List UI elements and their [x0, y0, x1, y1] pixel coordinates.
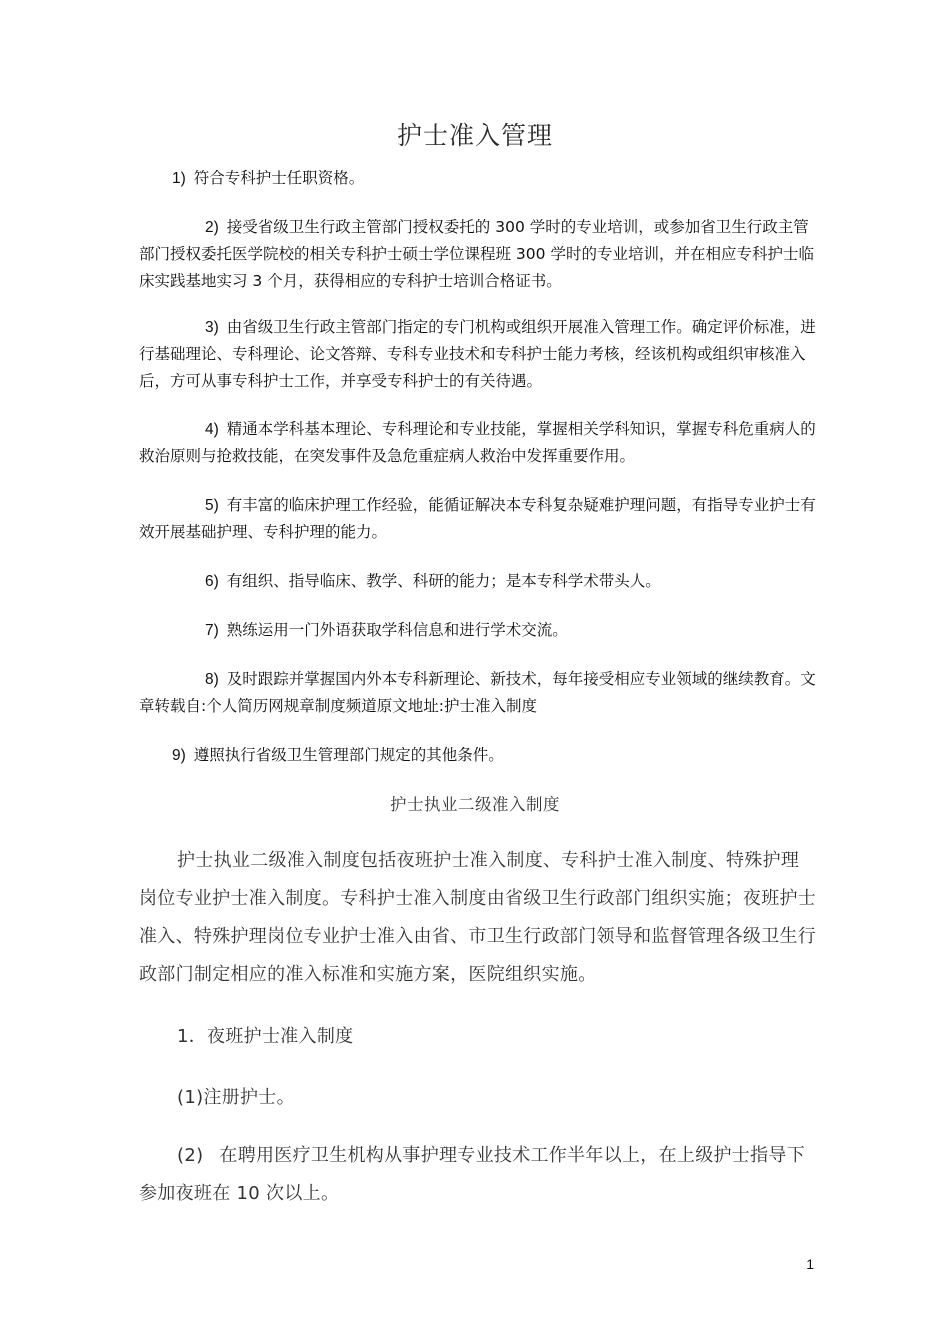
list-item-9 [139, 742, 817, 769]
list-item-1 [139, 165, 817, 192]
section-heading-night-shift: 1．夜班护士准入制度 [177, 1026, 354, 1047]
list-item-6 [139, 568, 817, 595]
item-number: 4) [205, 421, 219, 438]
item-number: 5) [205, 497, 219, 514]
list-item-8 [139, 666, 817, 720]
sub-item-1: (1)注册护士。 [177, 1087, 295, 1108]
sub-item-text: 在聘用医疗卫生机构从事护理专业技术工作半年以上，在上级护士指导下参加夜班在 10 次以上。 [139, 1145, 806, 1204]
page-number: 1 [806, 1256, 814, 1272]
body-paragraph: 护士执业二级准入制度包括夜班护士准入制度、专科护士准入制度、特殊护理岗位专业护士准入制度。专科护士准入制度由省级卫生行政部门组织实施；夜班护士准入、特殊护理岗位专业护士准入由省、市卫生行政部门领导和监督管理各级卫生行政部门制定相应的准入标准和实施方案，医院组织实施。 [139, 850, 817, 985]
item-text: 有丰富的临床护理工作经验，能循证解决本专科复杂疑难护理问题，有指导专业护士有效开展基础护理、专科护理的能力。 [139, 496, 816, 541]
item-text: 接受省级卫生行政主管部门授权委托的 300 学时的专业培训，或参加省卫生行政主管部门授权委托医学院校的相关专科护士硕士学位课程班 300 学时的专业培训，并在相应专科护士临床实践基地实习 3 个月，获得相应的专科护士培训合格证书。 [139, 218, 814, 290]
list-item-2 [139, 214, 817, 295]
item-text: 遵照执行省级卫生管理部门规定的其他条件。 [193, 746, 504, 764]
list-item-5 [139, 492, 817, 546]
list-item-4 [139, 416, 817, 470]
item-number: 7) [205, 622, 219, 639]
item-number: 2) [205, 219, 219, 236]
document-title: 护士准入管理 [396, 121, 553, 150]
section-subtitle: 护士执业二级准入制度 [390, 795, 560, 814]
item-text: 符合专科护士任职资格。 [193, 169, 365, 187]
list-item-3 [139, 314, 817, 395]
item-number: 6) [205, 573, 219, 590]
item-text: 及时跟踪并掌握国内外本专科新理论、新技术，每年接受相应专业领域的继续教育。文章转载自:个人简历网规章制度频道原文地址:护士准入制度 [139, 670, 816, 715]
item-text: 精通本学科基本理论、专科理论和专业技能，掌握相关学科知识，掌握专科危重病人的救治原则与抢救技能，在突发事件及急危重症病人救治中发挥重要作用。 [139, 420, 816, 465]
item-number: 8) [205, 671, 219, 688]
list-item-7 [139, 617, 817, 644]
item-text: 熟练运用一门外语获取学科信息和进行学术交流。 [226, 621, 568, 639]
item-number: 9) [172, 747, 186, 764]
item-text: 由省级卫生行政主管部门指定的专门机构或组织开展准入管理工作。确定评价标准，进行基础理论、专科理论、论文答辩、专科专业技术和专科护士能力考核，经该机构或组织审核准入后，方可从事专科护士工作，并享受专科护士的有关待遇。 [139, 318, 816, 390]
sub-item-2 [139, 1137, 817, 1213]
item-number: 1) [172, 170, 186, 187]
item-number: 3) [205, 319, 219, 336]
item-text: 有组织、指导临床、教学、科研的能力；是本专科学术带头人。 [226, 572, 661, 590]
sub-item-number: (2) [177, 1145, 204, 1166]
